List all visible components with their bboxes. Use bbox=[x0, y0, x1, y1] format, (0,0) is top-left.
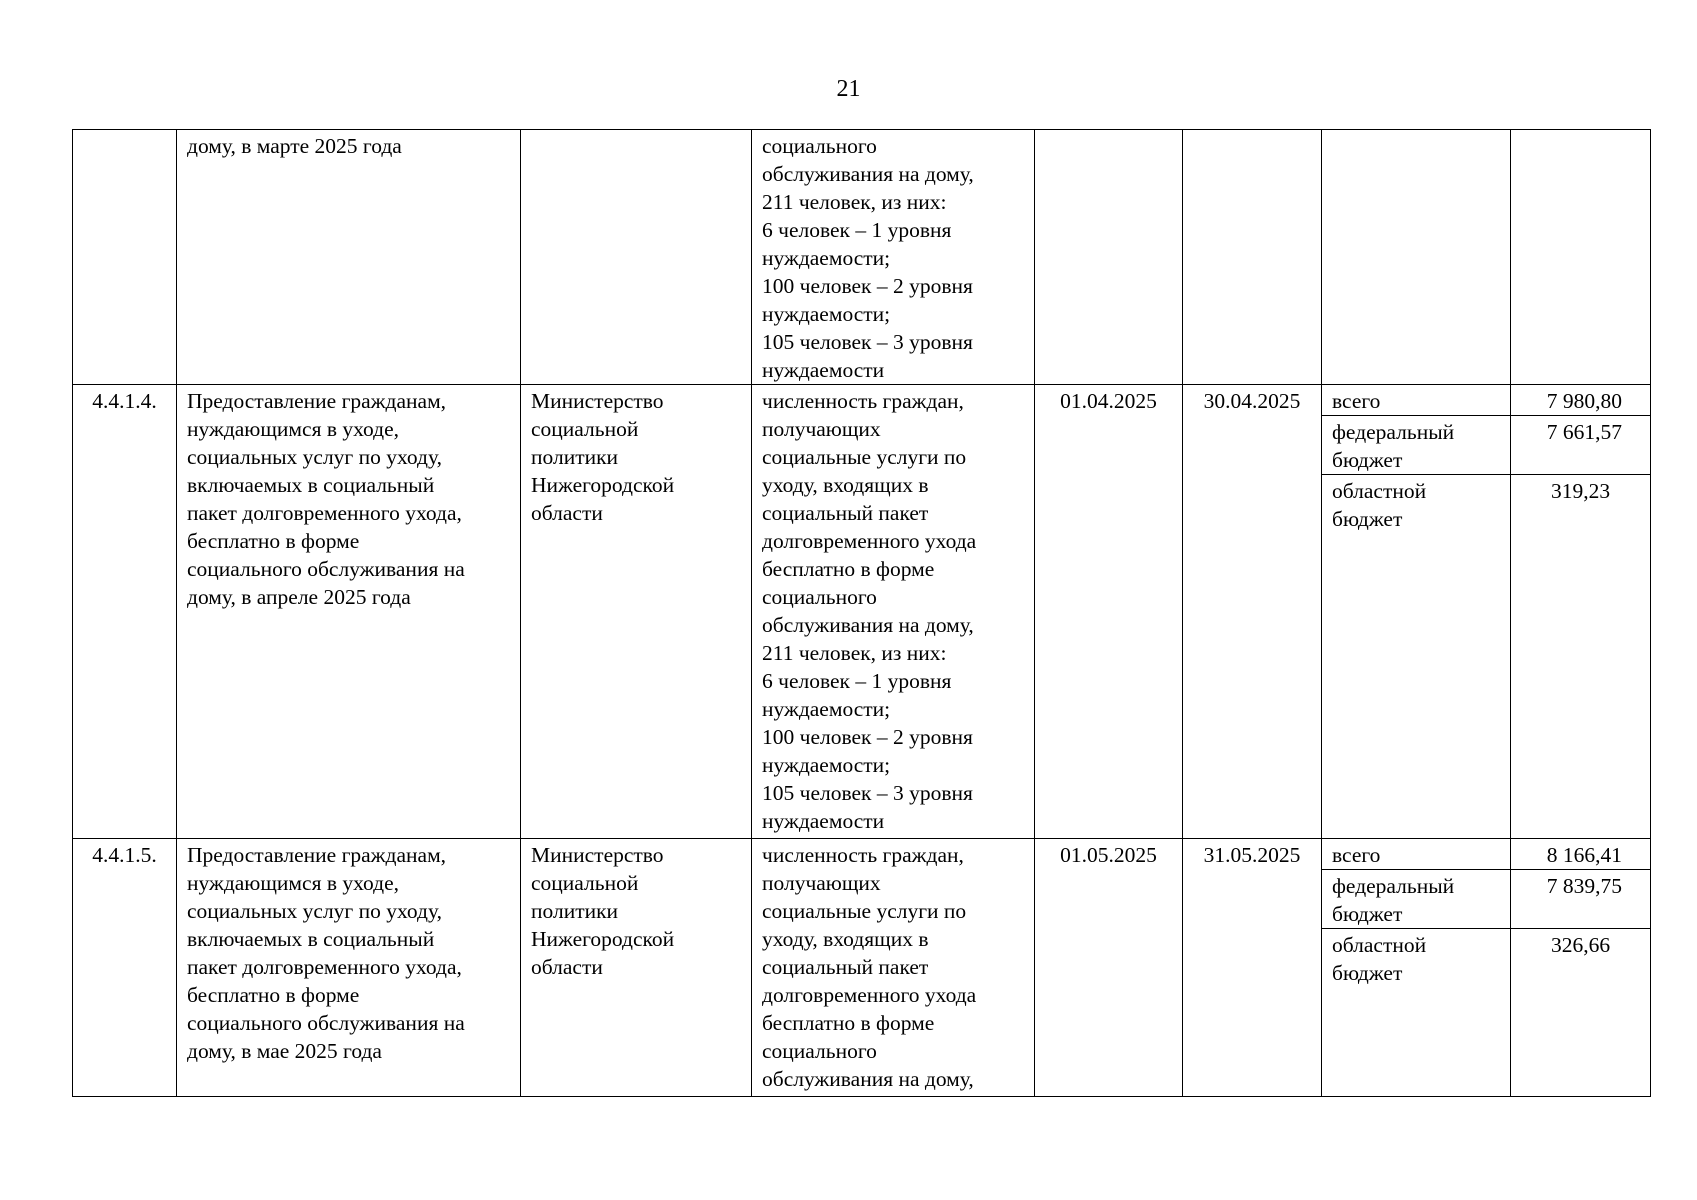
event-text-line: пакет долговременного ухода, bbox=[187, 955, 462, 979]
indicator-text-line: бесплатно в форме bbox=[762, 1011, 935, 1035]
event-text-line: социальных услуг по уходу, bbox=[187, 899, 442, 923]
executor-text-line: Нижегородской bbox=[531, 927, 675, 951]
funding-source-text: всего bbox=[1332, 843, 1381, 867]
amount-cell: 7 661,57 bbox=[1511, 416, 1651, 475]
funding-source-text: бюджет bbox=[1332, 507, 1403, 531]
executor-text-line: Нижегородской bbox=[531, 473, 675, 497]
indicator-text-line: социальный пакет bbox=[762, 501, 929, 525]
table-row bbox=[73, 130, 1651, 385]
event-text-line: включаемых в социальный bbox=[187, 927, 435, 951]
funding-source-text: бюджет bbox=[1332, 902, 1403, 926]
indicator-text-line: уходу, входящих в bbox=[762, 927, 929, 951]
table-row bbox=[73, 385, 1651, 416]
amount-cell: 7 980,80 bbox=[1511, 385, 1651, 416]
item-number-cell: 4.4.1.4. bbox=[73, 385, 177, 839]
indicator-cell bbox=[752, 839, 1035, 1097]
indicator-text-line: обслуживания на дому, bbox=[762, 1067, 974, 1091]
indicator-text-line: нуждаемости; bbox=[762, 697, 891, 721]
indicator-text-line: социального bbox=[762, 1039, 877, 1063]
event-text-line: социального обслуживания на bbox=[187, 557, 465, 581]
executor-cell bbox=[521, 130, 752, 385]
event-text-line: социальных услуг по уходу, bbox=[187, 445, 442, 469]
indicator-text-line: долговременного ухода bbox=[762, 529, 977, 553]
event-text-line: нуждающимся в уходе, bbox=[187, 871, 400, 895]
indicator-text-line: получающих bbox=[762, 417, 881, 441]
indicator-text-line: социальные услуги по bbox=[762, 899, 967, 923]
executor-text-line: Министерство bbox=[531, 843, 664, 867]
funding-source-text: областной bbox=[1332, 479, 1427, 503]
indicator-text-line: 100 человек – 2 уровня bbox=[762, 274, 973, 298]
indicator-text-line: 6 человек – 1 уровня bbox=[762, 669, 952, 693]
indicator-text-line: 105 человек – 3 уровня bbox=[762, 781, 973, 805]
executor-text-line: области bbox=[531, 955, 603, 979]
funding-source-cell bbox=[1322, 130, 1511, 385]
executor-text-line: политики bbox=[531, 445, 619, 469]
funding-source-cell bbox=[1322, 416, 1511, 475]
funding-source-cell bbox=[1322, 385, 1511, 416]
indicator-text-line: социальные услуги по bbox=[762, 445, 967, 469]
event-text-line: дому, в апреле 2025 года bbox=[187, 585, 411, 609]
end-date-cell: 30.04.2025 bbox=[1183, 385, 1322, 839]
indicator-text-line: уходу, входящих в bbox=[762, 473, 929, 497]
indicator-text-line: долговременного ухода bbox=[762, 983, 977, 1007]
event-cell bbox=[177, 839, 521, 1097]
event-text-line: пакет долговременного ухода, bbox=[187, 501, 462, 525]
amount-cell: 8 166,41 bbox=[1511, 839, 1651, 870]
amount-cell: 326,66 bbox=[1511, 929, 1651, 1097]
executor-text-line: области bbox=[531, 501, 603, 525]
funding-source-text: бюджет bbox=[1332, 961, 1403, 985]
indicator-text-line: получающих bbox=[762, 871, 881, 895]
event-cell bbox=[177, 385, 521, 839]
funding-source-cell bbox=[1322, 870, 1511, 929]
amount-cell: 319,23 bbox=[1511, 475, 1651, 839]
funding-source-text: областной bbox=[1332, 933, 1427, 957]
table-row bbox=[73, 839, 1651, 870]
indicator-cell bbox=[752, 130, 1035, 385]
amount-cell bbox=[1511, 130, 1651, 385]
event-text-line: Предоставление гражданам, bbox=[187, 389, 447, 413]
item-number-cell: 4.4.1.5. bbox=[73, 839, 177, 1097]
end-date-cell: 31.05.2025 bbox=[1183, 839, 1322, 1097]
funding-source-text: федеральный bbox=[1332, 874, 1455, 898]
indicator-cell bbox=[752, 385, 1035, 839]
indicator-text-line: нуждаемости; bbox=[762, 753, 891, 777]
start-date-cell bbox=[1035, 130, 1183, 385]
executor-cell bbox=[521, 385, 752, 839]
funding-source-text: всего bbox=[1332, 389, 1381, 413]
indicator-text-line: нуждаемости bbox=[762, 358, 885, 382]
indicator-text-line: обслуживания на дому, bbox=[762, 162, 974, 186]
indicator-text-line: 6 человек – 1 уровня bbox=[762, 218, 952, 242]
funding-source-cell bbox=[1322, 839, 1511, 870]
event-text-line: социального обслуживания на bbox=[187, 1011, 465, 1035]
executor-text-line: политики bbox=[531, 899, 619, 923]
funding-source-cell bbox=[1322, 475, 1511, 839]
indicator-text-line: обслуживания на дому, bbox=[762, 613, 974, 637]
start-date-cell: 01.05.2025 bbox=[1035, 839, 1183, 1097]
indicator-text-line: численность граждан, bbox=[762, 843, 964, 867]
event-text-line: дому, в мае 2025 года bbox=[187, 1039, 382, 1063]
indicator-text-line: 100 человек – 2 уровня bbox=[762, 725, 973, 749]
indicator-text-line: нуждаемости; bbox=[762, 246, 891, 270]
indicator-text-line: социального bbox=[762, 134, 877, 158]
indicator-text-line: бесплатно в форме bbox=[762, 557, 935, 581]
event-text-line: бесплатно в форме bbox=[187, 529, 360, 553]
funding-source-text: бюджет bbox=[1332, 448, 1403, 472]
funding-source-cell bbox=[1322, 929, 1511, 1097]
end-date-cell bbox=[1183, 130, 1322, 385]
event-text-line: нуждающимся в уходе, bbox=[187, 417, 400, 441]
item-number-cell bbox=[73, 130, 177, 385]
executor-cell bbox=[521, 839, 752, 1097]
funding-source-text: федеральный bbox=[1332, 420, 1455, 444]
event-text-line: Предоставление гражданам, bbox=[187, 843, 447, 867]
start-date-cell: 01.04.2025 bbox=[1035, 385, 1183, 839]
event-cell bbox=[177, 130, 521, 385]
event-text-line: дому, в марте 2025 года bbox=[187, 134, 402, 158]
indicator-text-line: нуждаемости; bbox=[762, 302, 891, 326]
indicator-text-line: социального bbox=[762, 585, 877, 609]
indicator-text-line: 211 человек, из них: bbox=[762, 641, 947, 665]
indicator-text-line: 211 человек, из них: bbox=[762, 190, 947, 214]
executor-text-line: социальной bbox=[531, 417, 639, 441]
event-text-line: бесплатно в форме bbox=[187, 983, 360, 1007]
executor-text-line: Министерство bbox=[531, 389, 664, 413]
indicator-text-line: численность граждан, bbox=[762, 389, 964, 413]
executor-text-line: социальной bbox=[531, 871, 639, 895]
event-text-line: включаемых в социальный bbox=[187, 473, 435, 497]
indicator-text-line: нуждаемости bbox=[762, 809, 885, 833]
plan-table bbox=[72, 129, 1651, 1097]
indicator-text-line: социальный пакет bbox=[762, 955, 929, 979]
indicator-text-line: 105 человек – 3 уровня bbox=[762, 330, 973, 354]
page-number: 21 bbox=[836, 76, 861, 102]
amount-cell: 7 839,75 bbox=[1511, 870, 1651, 929]
